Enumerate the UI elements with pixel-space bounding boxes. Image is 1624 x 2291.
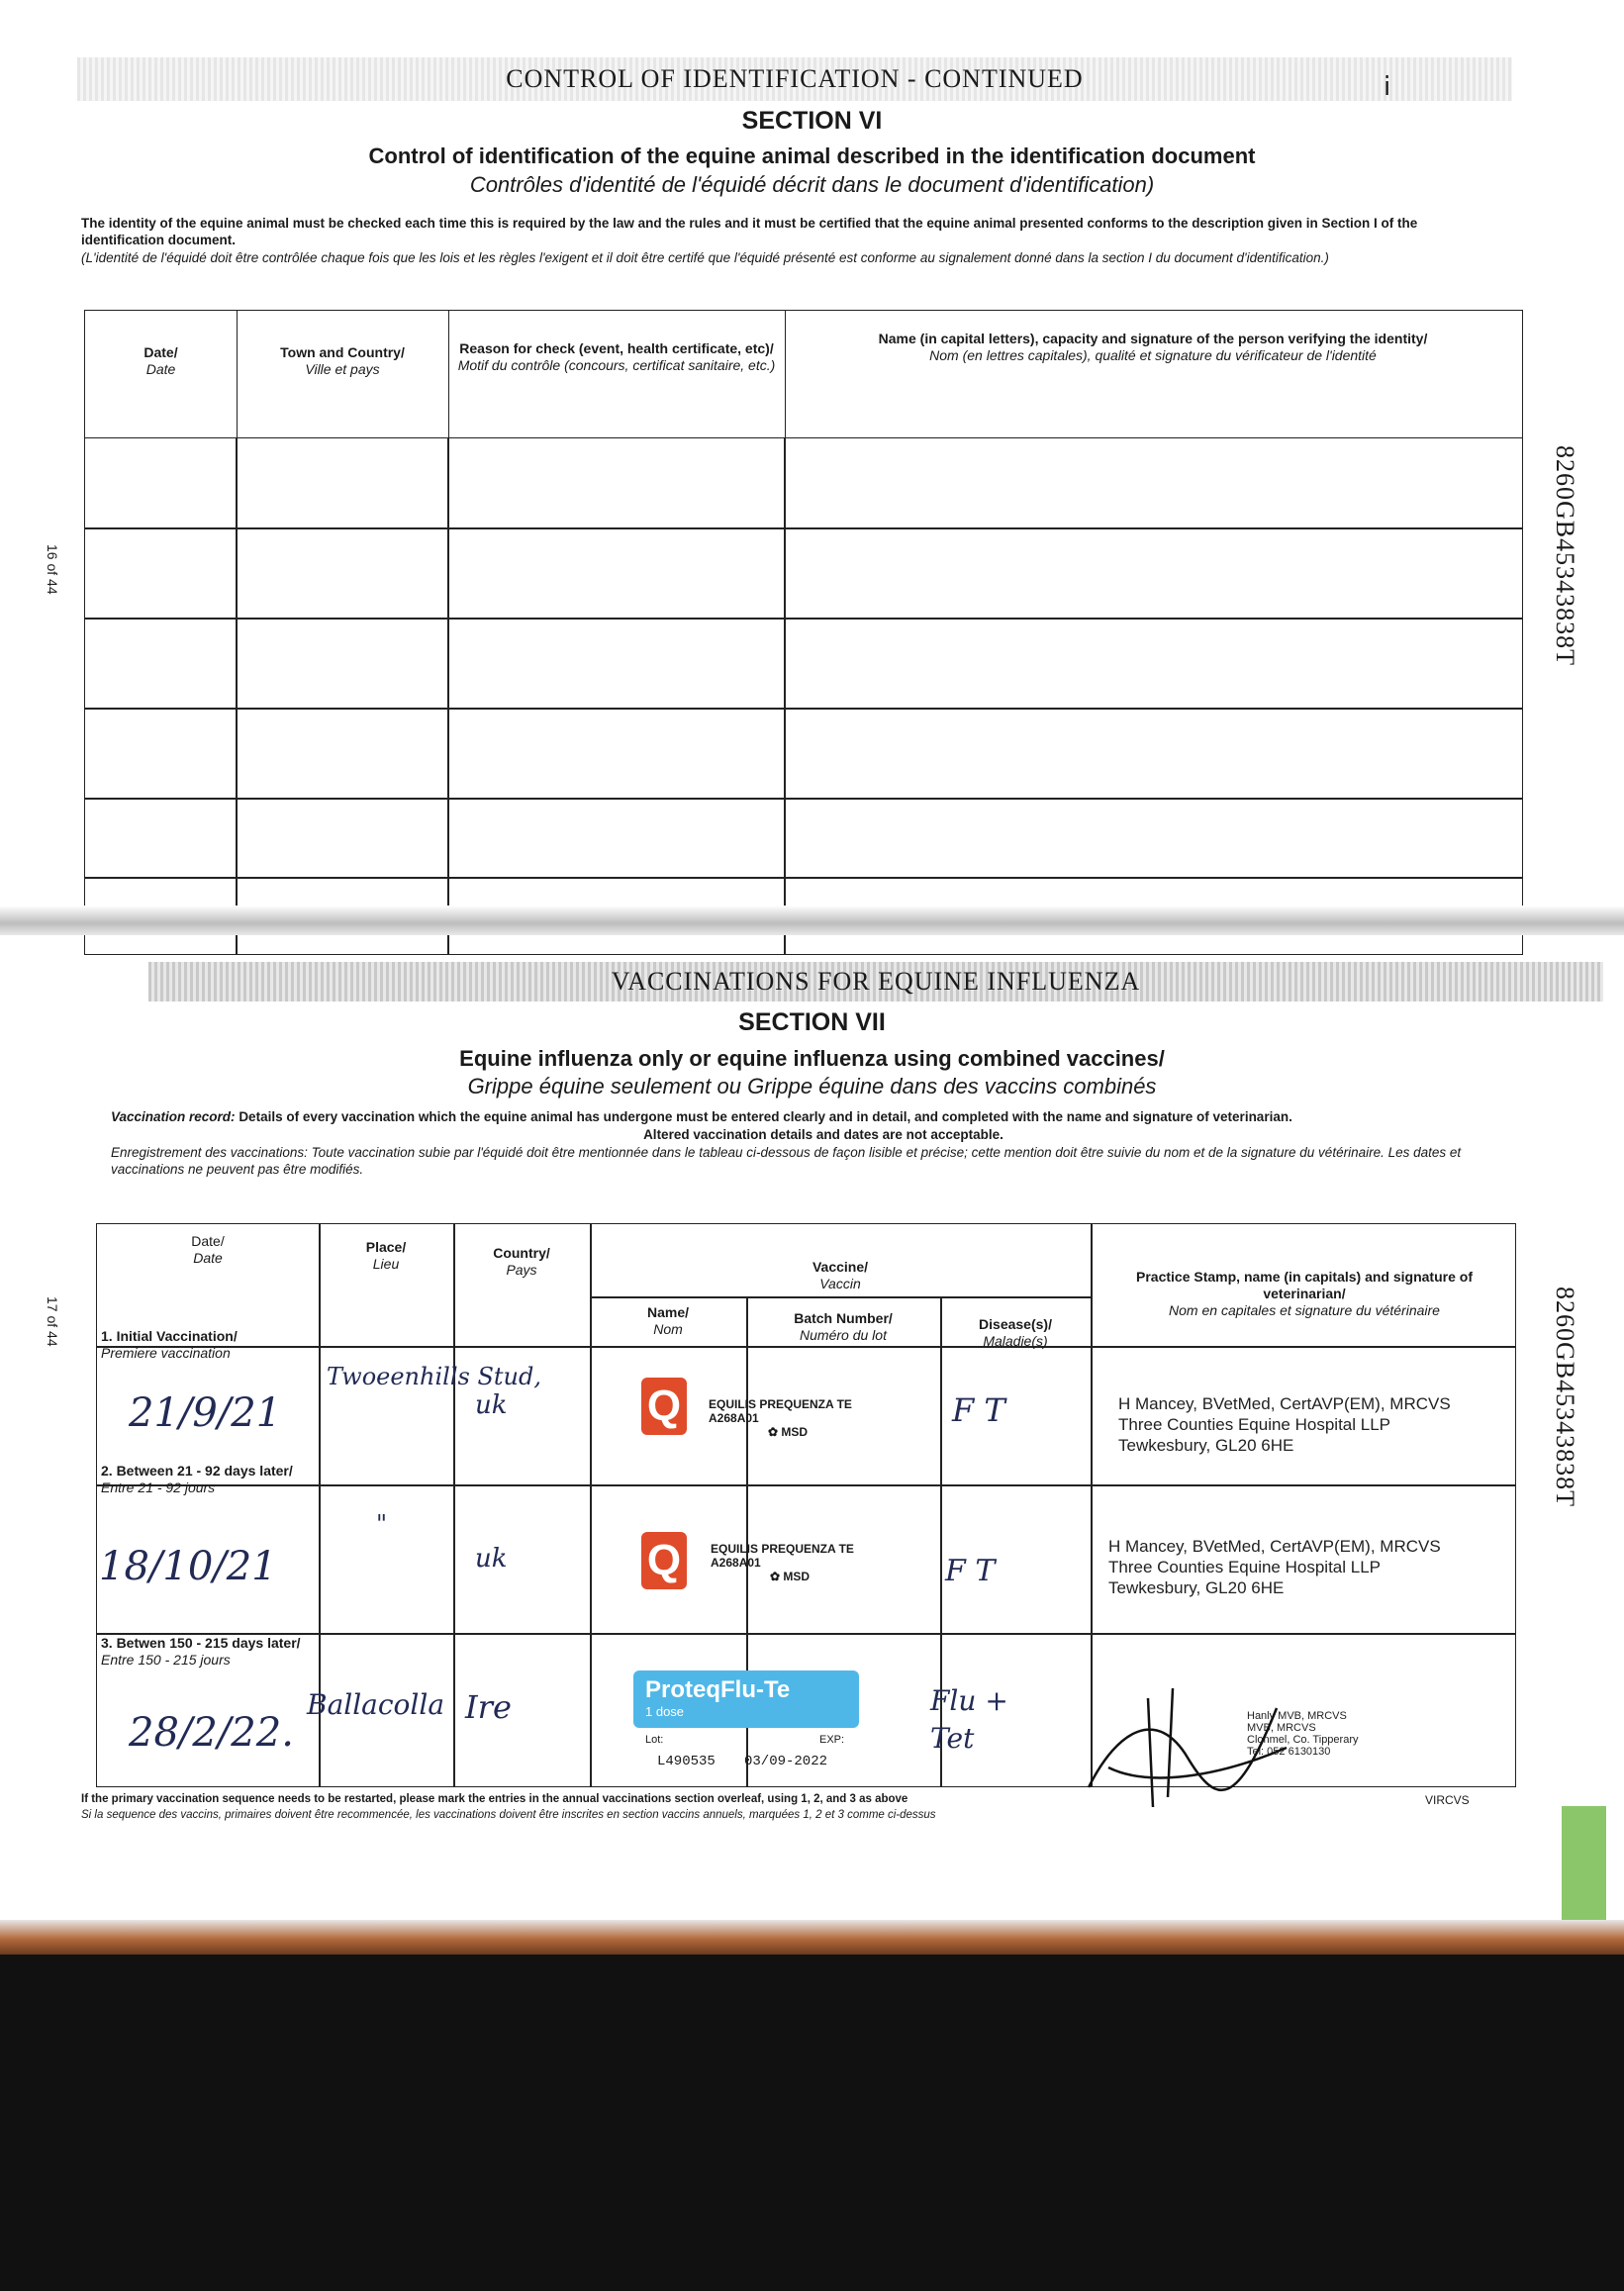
header-vaccine-text: Vaccine/ Vaccin <box>812 1259 869 1291</box>
q-logo-icon: Q <box>641 1532 687 1589</box>
proteq-dose: 1 dose <box>645 1704 685 1719</box>
header-disease-text: Disease(s)/ Maladie(s) <box>979 1316 1052 1349</box>
row-3-place: Ballacolla <box>307 1688 445 1721</box>
control-identification-band <box>77 57 1512 101</box>
row-2-place: " <box>376 1510 388 1538</box>
row-2-stamp: H Mancey, BVetMed, CertAVP(EM), MRCVS Three Counties Equine Hospital LLP Tewkesbury, GL20 6HE <box>1108 1537 1441 1597</box>
header-batch-text: Batch Number/ Numéro du lot <box>794 1310 893 1343</box>
vaccination-record-text: Vaccination record: Details of every vaccination which the equine animal has undergone must be entered clearly and in detail, and completed with the name and signature of veterinarian. <box>111 1109 1292 1124</box>
row-line <box>84 798 1523 800</box>
row-3-label: 3. Betwen 150 - 215 days later/ Entre 150 - 215 jours <box>101 1635 301 1668</box>
vaccinations-band <box>148 962 1603 1002</box>
page-number-top: 16 of 44 <box>45 544 60 595</box>
section-vi-para-en: The identity of the equine animal must be checked each time this is required by the law and the rules and it must be certified that the equine animal presented conforms to the description given in Section I of the identification document. <box>81 216 1418 247</box>
row-1-vaccine: EQUILIS PREQUENZA TE A268A01 ✿ MSD <box>709 1397 852 1439</box>
header-name-text: Name (in capital letters), capacity and signature of the person verifying the identity/ Nom (en lettres capitales), qualité et signature du vérificateur de l'identité <box>878 331 1428 363</box>
row-1-place: Twoeenhills Stud, <box>327 1363 541 1390</box>
section-vi-para-fr: (L'identité de l'équidé doit être contrôlée chaque fois que les lois et les règles l'exigent et il doit être certifé que l'équidé présenté est conforme au signalement donné dans la section I du document d'identification.) <box>81 250 1329 265</box>
row-1-country: uk <box>475 1390 508 1420</box>
proteq-name: ProteqFlu-Te <box>645 1676 791 1703</box>
page-number-bottom: 17 of 44 <box>45 1296 60 1347</box>
section-vi-title: SECTION VI <box>741 107 883 135</box>
q-logo-icon: Q <box>641 1378 687 1435</box>
lot-number: L490535 <box>657 1754 716 1769</box>
col-line <box>590 1223 592 1787</box>
pen-mark-icon: ⅰ <box>1384 71 1391 101</box>
row-3-stamp: Hanly MVB, MRCVS MVB, MRCVS Clonmel, Co. Tipperary Tel: 052 6130130 <box>1247 1710 1359 1758</box>
altered-note: Altered vaccination details and dates are not acceptable. <box>643 1127 1003 1142</box>
row-1-disease: F T <box>952 1391 1005 1429</box>
header-reason-text: Reason for check (event, health certificate, etc)/ Motif du contrôle (concours, certificat sanitaire, etc.) <box>457 340 776 373</box>
side-id-bottom: 8260GB45343838T <box>1551 1287 1579 1507</box>
row-line <box>84 708 1523 710</box>
vaccination-record-fr: Enregistrement des vaccinations: Toute vaccination subie par l'équidé doit être mentionnée dans le tableau ci-dessous de façon lisible et précise; cette mention doit être suivie du nom et de la signature du vétérinaire. Les dates et vaccinations ne peuvent pas être modifiés. <box>111 1145 1462 1177</box>
header-name <box>784 310 1523 438</box>
dark-background <box>0 1955 1624 2291</box>
side-id-top: 8260GB45343838T <box>1551 445 1579 666</box>
proteq-label <box>633 1671 859 1728</box>
header-place-text: Place/ Lieu <box>365 1239 407 1272</box>
header-country-text: Country/ Pays <box>493 1245 550 1278</box>
row-2-date: 18/10/21 <box>99 1544 277 1589</box>
lot-label: Lot: <box>645 1734 664 1746</box>
row-2-label: 2. Between 21 - 92 days later/ Entre 21 - 92 jours <box>101 1463 293 1495</box>
row-line <box>590 1296 1091 1298</box>
book-edge <box>0 1920 1624 1955</box>
row-3-date: 28/2/22. <box>129 1710 294 1756</box>
section-vii-heading: Equine influenza only or equine influenza using combined vaccines/ <box>459 1046 1165 1071</box>
row-1-label: 1. Initial Vaccination/ Premiere vaccination <box>101 1328 238 1361</box>
header-date-text: Date/ Date <box>191 1233 225 1266</box>
section-vi-heading: Control of identification of the equine animal described in the identification document <box>368 143 1256 168</box>
row-2-disease: F T <box>945 1554 996 1588</box>
row-1-date: 21/9/21 <box>129 1390 282 1436</box>
exp-label: EXP: <box>819 1734 845 1746</box>
page-fold <box>0 906 1624 935</box>
restart-note-fr: Si la sequence des vaccins, primaires doivent être recommencée, les vaccinations doivent être inscrites en section vaccins annuels, marquées 1, 2 et 3 comme ci-dessus <box>81 1809 936 1821</box>
header-vname-text: Name/ Nom <box>646 1304 690 1337</box>
section-vii-heading-fr: Grippe équine seulement ou Grippe équine dans des vaccins combinés <box>467 1074 1157 1098</box>
exp-date: 03/09-2022 <box>744 1754 828 1769</box>
row-line <box>84 618 1523 620</box>
row-2-country: uk <box>475 1544 508 1574</box>
row-1-stamp: H Mancey, BVetMed, CertAVP(EM), MRCVS Three Counties Equine Hospital LLP Tewkesbury, GL20 6HE <box>1118 1394 1451 1455</box>
header-reason <box>447 310 786 438</box>
section-vi-heading-fr: Contrôles d'identité de l'équidé décrit dans le document d'identification) <box>469 172 1155 197</box>
vircvs-mark: VIRCVS <box>1425 1793 1470 1807</box>
row-line <box>84 877 1523 879</box>
header-town-text: Town and Country/ Ville et pays <box>280 344 405 377</box>
section-vii-title: SECTION VII <box>738 1008 886 1036</box>
band-title: CONTROL OF IDENTIFICATION - CONTINUED <box>506 64 1084 93</box>
header-stamp-text: Practice Stamp, name (in capitals) and signature of veterinarian/ Nom en capitales et signature du vétérinaire <box>1136 1269 1473 1318</box>
band-title: VACCINATIONS FOR EQUINE INFLUENZA <box>611 967 1141 996</box>
row-line <box>84 527 1523 529</box>
header-date-text: Date/ Date <box>143 344 178 377</box>
row-2-vaccine: EQUILIS PREQUENZA TE A268A01 ✿ MSD <box>711 1542 854 1583</box>
row-3-country: Ire <box>465 1688 512 1726</box>
col-line <box>453 1223 455 1787</box>
restart-note-en: If the primary vaccination sequence needs to be restarted, please mark the entries in the annual vaccinations section overleaf, using 1, 2, and 3 as above <box>81 1793 908 1805</box>
row-3-disease: Flu + Tet <box>930 1684 1008 1755</box>
